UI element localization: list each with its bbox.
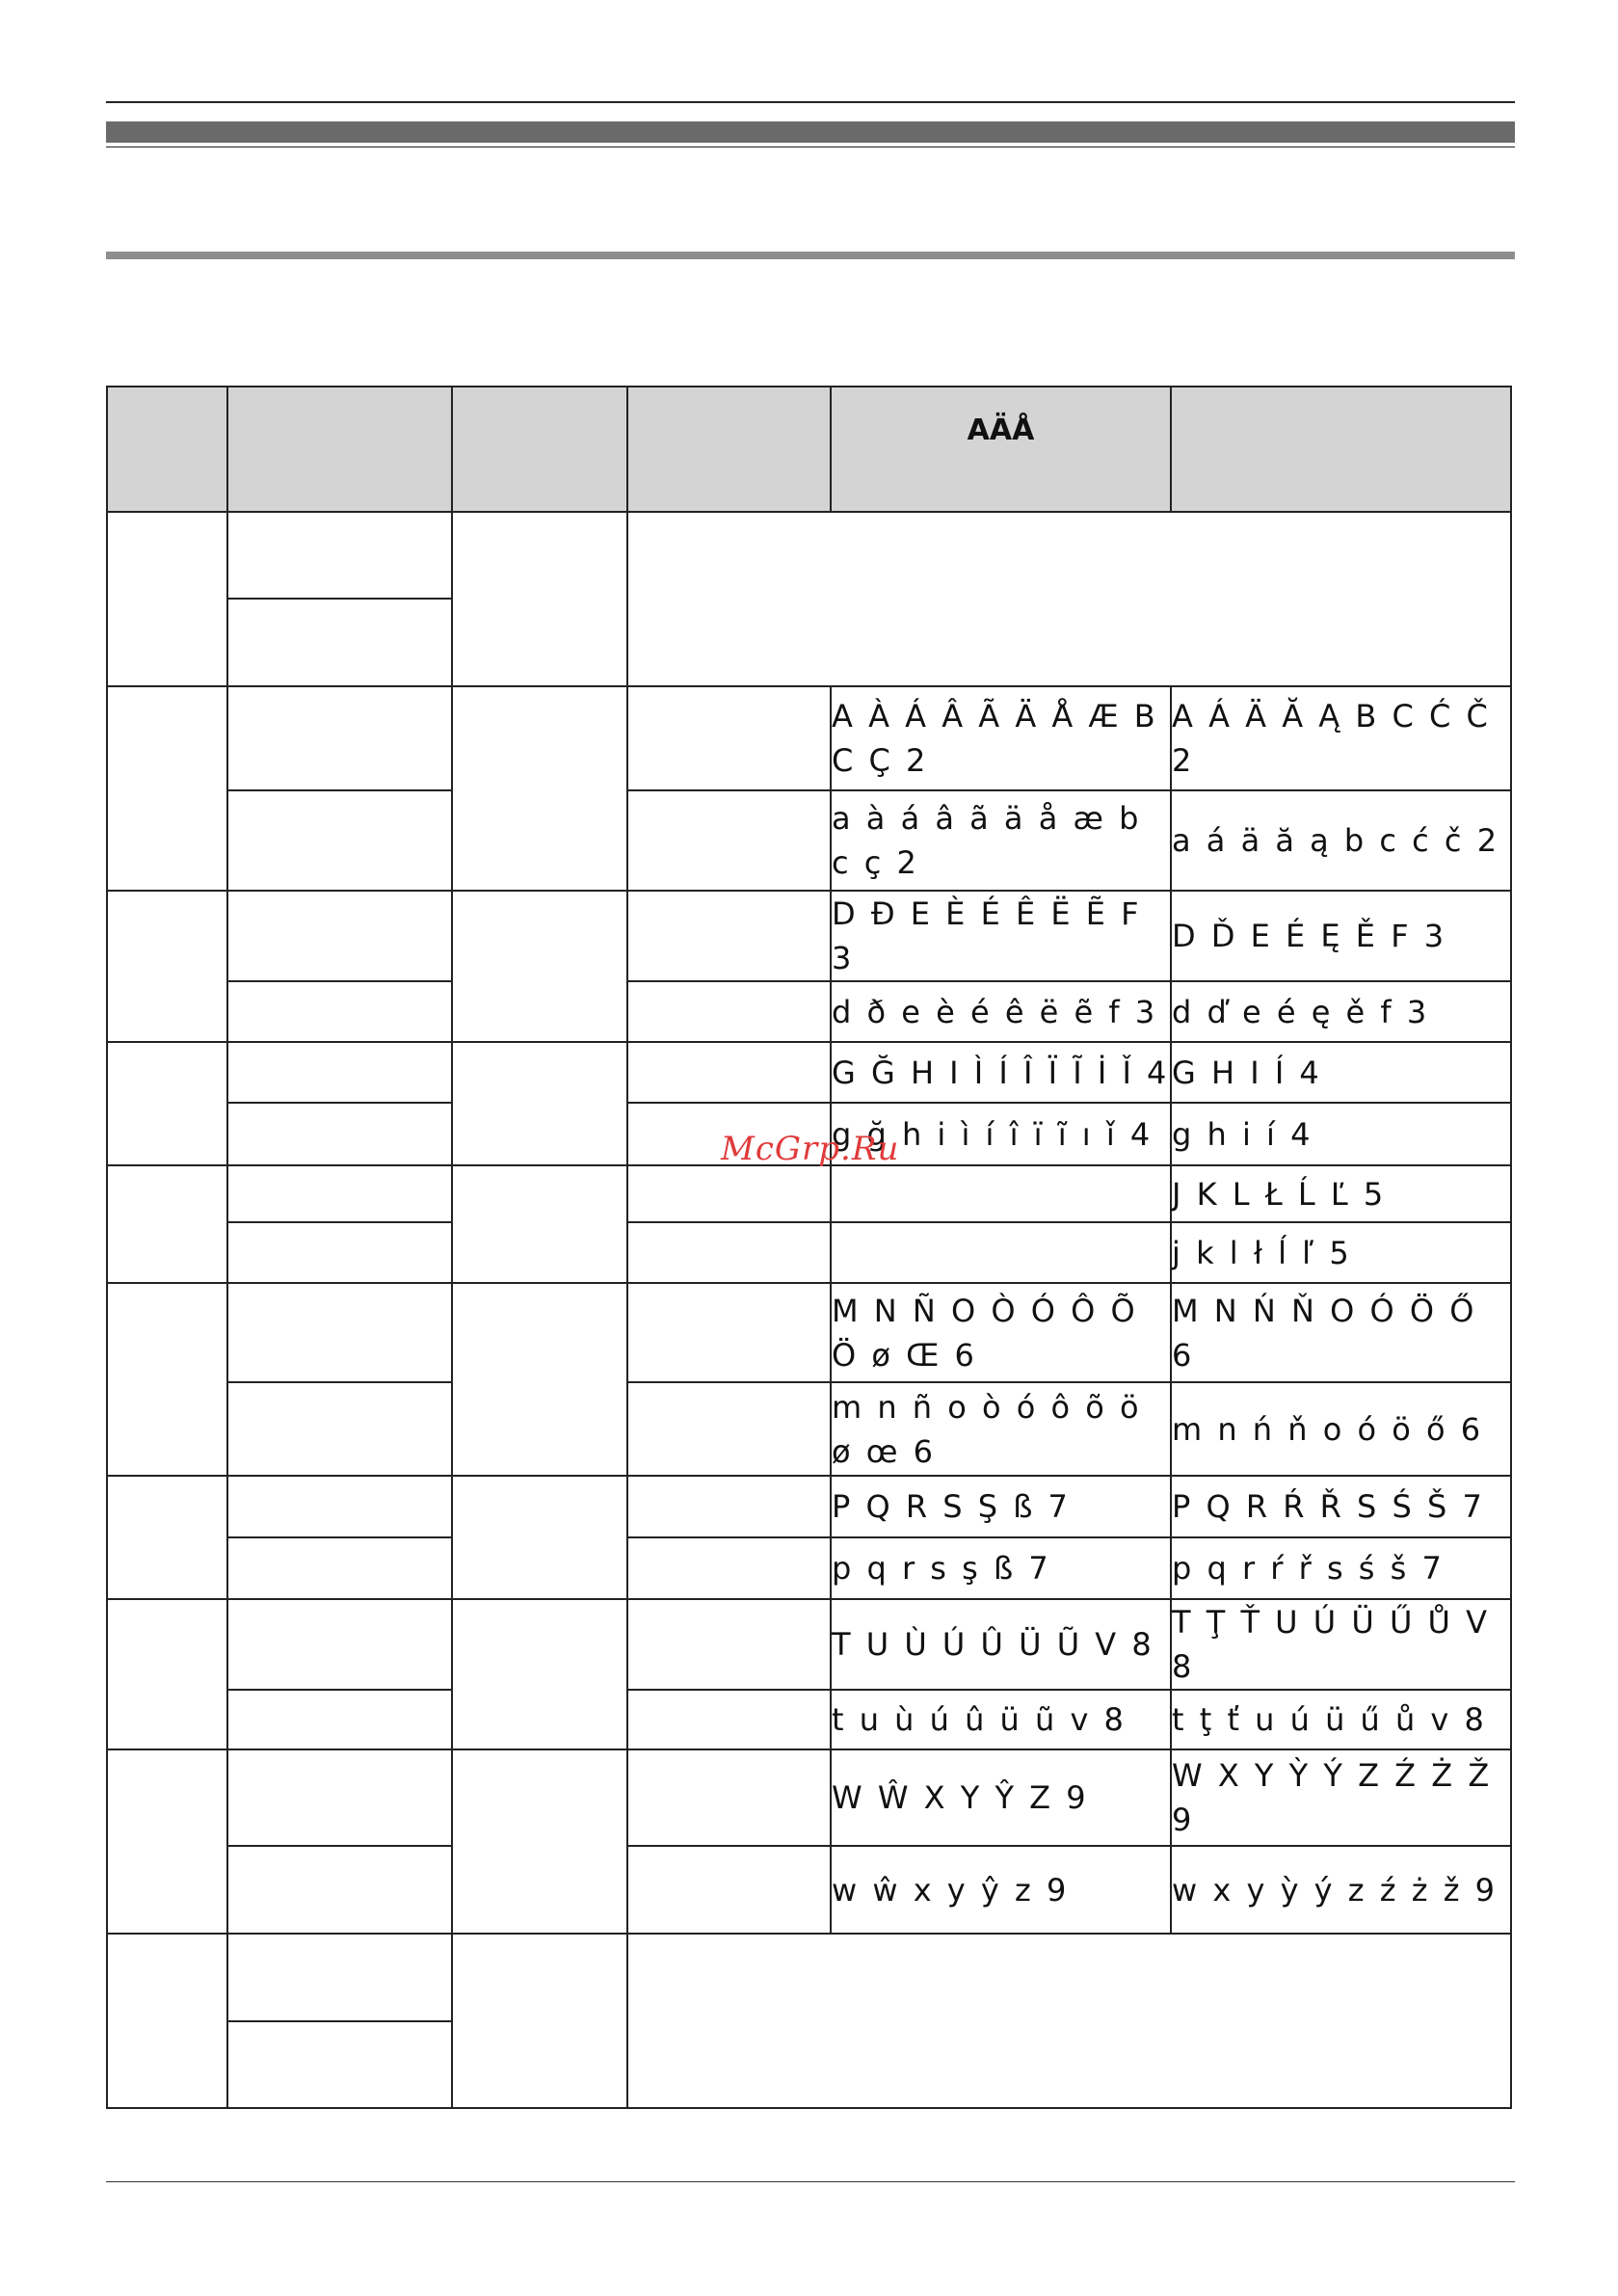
eastern-chars-upper: W X Y Ỳ Ý Z Ź Ż Ž 9 (1171, 1749, 1511, 1846)
table-header-row (107, 387, 1511, 512)
blank-merged-cell (627, 1934, 1511, 2108)
header-cell-group (452, 387, 627, 512)
table-row (107, 1690, 1511, 1749)
table-row (107, 1476, 1511, 1537)
top-rule (106, 101, 1515, 103)
eastern-chars-lower: g h i í 4 (1171, 1103, 1511, 1165)
blank-merged-cell (627, 512, 1511, 686)
western-chars-upper: G Ğ H I Ì Í Î Ï Ĩ İ Ǐ 4 (831, 1042, 1171, 1103)
western-chars-lower: a à á â ã ä å æ b c ç 2 (831, 790, 1171, 891)
table-row (107, 1283, 1511, 1382)
western-chars-upper (831, 1165, 1171, 1222)
eastern-chars-upper: P Q R Ŕ Ř S Ś Š 7 (1171, 1476, 1511, 1537)
western-chars-lower: w ŵ x y ŷ z 9 (831, 1846, 1171, 1934)
table-row (107, 1537, 1511, 1599)
table-row (107, 1222, 1511, 1283)
western-chars-upper: P Q R S Ş ß 7 (831, 1476, 1171, 1537)
eastern-chars-lower: d ď e é ę ě f 3 (1171, 981, 1511, 1042)
western-chars-lower: p q r s ş ß 7 (831, 1537, 1171, 1599)
eastern-chars-upper: J K L Ł Ĺ Ľ 5 (1171, 1165, 1511, 1222)
western-chars-lower (831, 1222, 1171, 1283)
eastern-chars-lower: p q r ŕ ř s ś š 7 (1171, 1537, 1511, 1599)
header-cell-eastern (1171, 387, 1511, 512)
table-row (107, 981, 1511, 1042)
character-table (106, 386, 1512, 2109)
table-row (107, 1846, 1511, 1934)
header-band (106, 121, 1515, 143)
table-row (107, 790, 1511, 891)
table-row (107, 1382, 1511, 1476)
watermark: McGrp.Ru (721, 1130, 900, 1168)
table-row (107, 686, 1511, 790)
eastern-chars-upper: T Ţ Ť U Ú Ü Ű Ů V 8 (1171, 1599, 1511, 1690)
table-row (107, 1934, 1511, 2021)
footer-rule (106, 2181, 1515, 2182)
western-chars-upper: D Đ E È É Ê Ë Ẽ F 3 (831, 891, 1171, 981)
eastern-chars-lower: t ţ ť u ú ü ű ů v 8 (1171, 1690, 1511, 1749)
eastern-chars-lower: w x y ỳ ý z ź ż ž 9 (1171, 1846, 1511, 1934)
header-cell-western (831, 387, 1171, 512)
western-chars-upper: T U Ù Ú Û Ü Ũ V 8 (831, 1599, 1171, 1690)
table-row (107, 1042, 1511, 1103)
western-chars-lower: d ð e è é ê ë ẽ f 3 (831, 981, 1171, 1042)
eastern-chars-upper: G H I Í 4 (1171, 1042, 1511, 1103)
eastern-chars-lower: m n ń ň o ó ö ő 6 (1171, 1382, 1511, 1476)
eastern-chars-lower: a á ä ă ą b c ć č 2 (1171, 790, 1511, 891)
table-row (107, 1599, 1511, 1690)
eastern-chars-upper: M N Ń Ň O Ó Ö Ő 6 (1171, 1283, 1511, 1382)
western-chars-lower: g ğ h i ì í î ï ĩ ı ǐ 4 (831, 1103, 1171, 1165)
header-cell-mode (227, 387, 452, 512)
eastern-chars-upper: D Ď E É Ę Ě F 3 (1171, 891, 1511, 981)
table-row (107, 512, 1511, 599)
western-chars-lower: t u ù ú û ü ũ v 8 (831, 1690, 1171, 1749)
western-chars-upper: A À Á Â Ã Ä Å Æ B C Ç 2 (831, 686, 1171, 790)
section-rule (106, 252, 1515, 259)
western-chars-upper: M N Ñ O Ò Ó Ô Õ Ö ø Œ 6 (831, 1283, 1171, 1382)
western-chars-lower: m n ñ o ò ó ô õ ö ø œ 6 (831, 1382, 1171, 1476)
table-row (107, 1749, 1511, 1846)
header-western-title: AÄÅ (967, 413, 1035, 447)
eastern-chars-lower: j k l ł ĺ ľ 5 (1171, 1222, 1511, 1283)
table-row (107, 891, 1511, 981)
table-row (107, 1165, 1511, 1222)
header-cell-standard (627, 387, 831, 512)
western-chars-upper: W Ŵ X Y Ŷ Z 9 (831, 1749, 1171, 1846)
header-cell-key (107, 387, 227, 512)
eastern-chars-upper: A Á Ä Ă Ą B C Ć Č 2 (1171, 686, 1511, 790)
